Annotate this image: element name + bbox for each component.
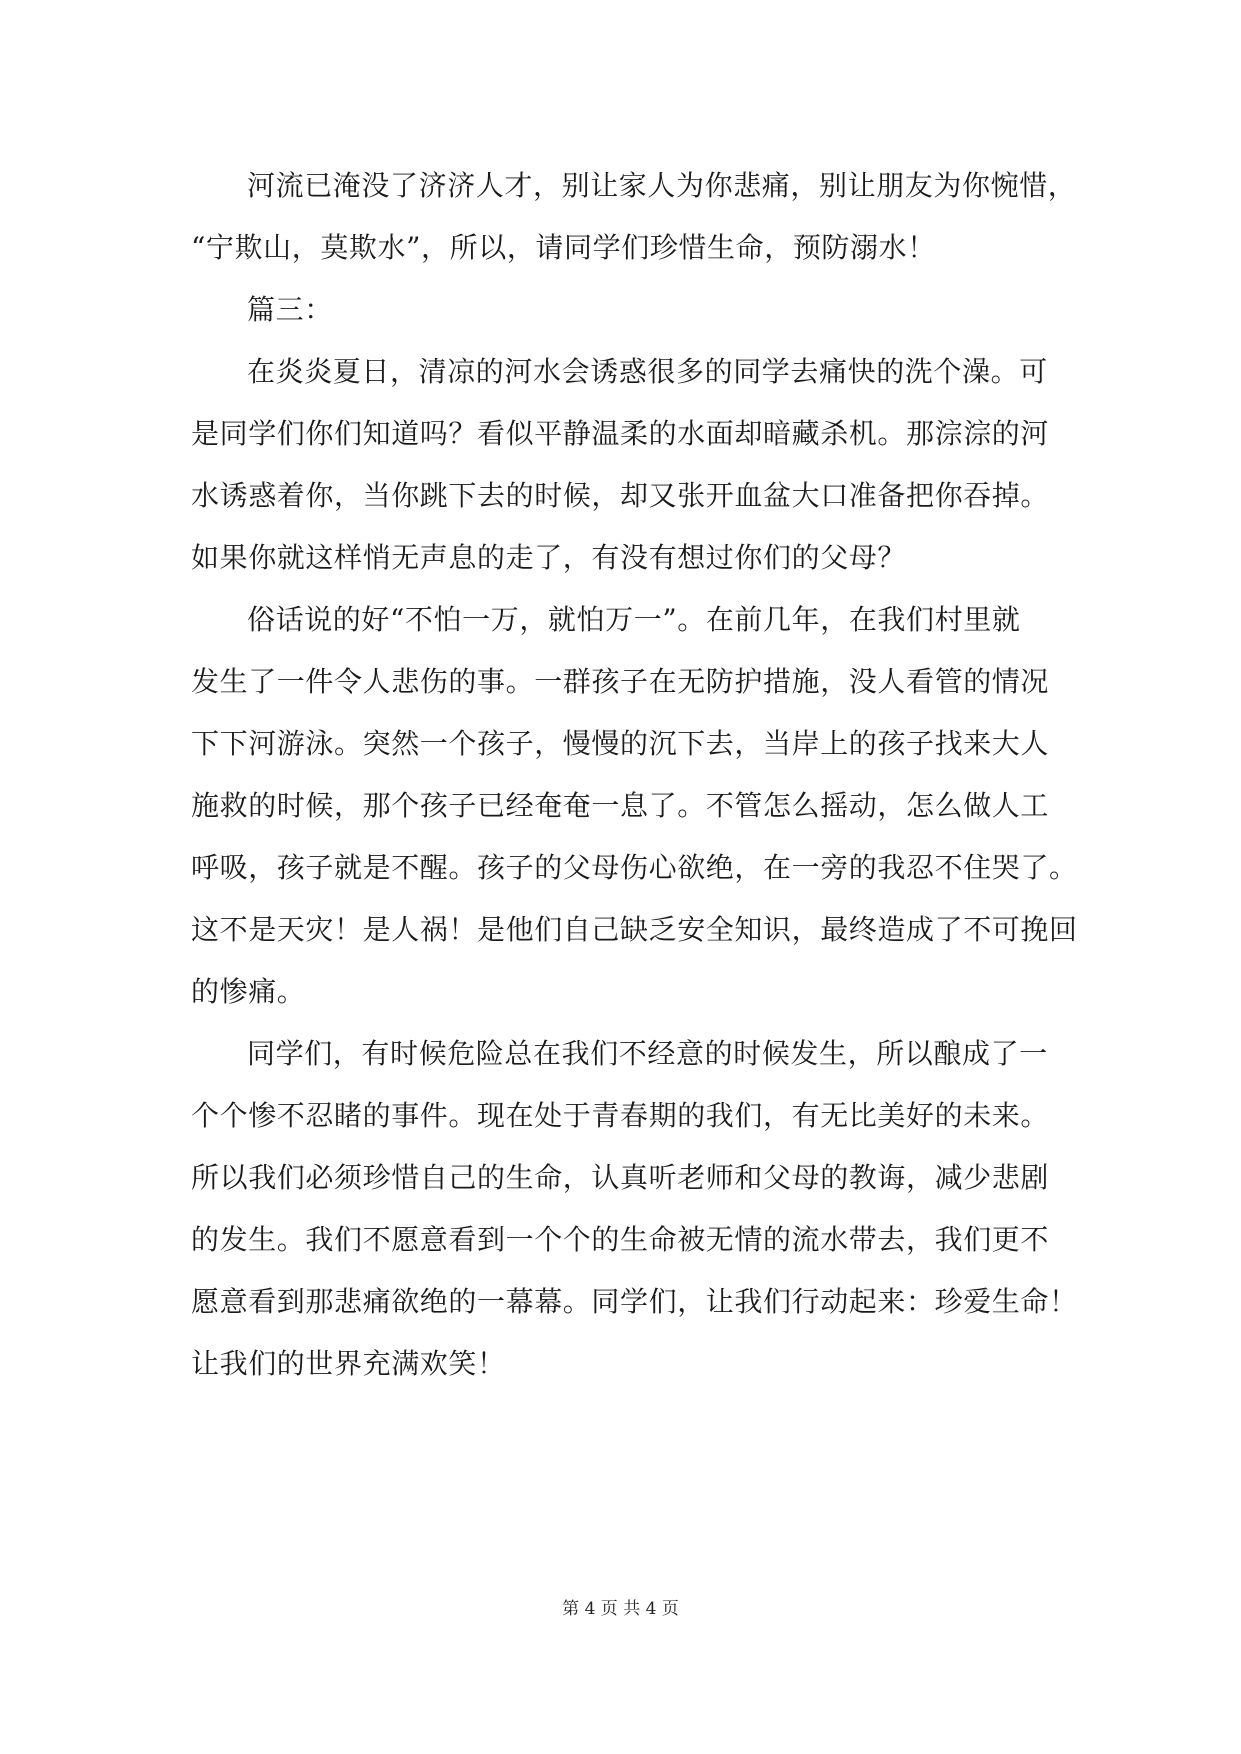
- text-line: 是同学们你们知道吗？看似平静温柔的水面却暗藏杀机。那淙淙的河: [191, 417, 1050, 450]
- text-line: 的惨痛。: [191, 975, 306, 1008]
- document-body: [191, 155, 1078, 1395]
- text-line: 俗话说的好“不怕一万，就怕万一”。在前几年，在我们村里就: [247, 603, 1021, 636]
- text-line: 所以我们必须珍惜自己的生命，认真听老师和父母的教诲，减少悲剧: [191, 1161, 1050, 1194]
- text-line: 愿意看到那悲痛欲绝的一幕幕。同学们，让我们行动起来：珍爱生命！: [191, 1285, 1078, 1318]
- text-line: 个个惨不忍睹的事件。现在处于青春期的我们，有无比美好的未来。: [191, 1099, 1050, 1132]
- text-line: 下下河游泳。突然一个孩子，慢慢的沉下去，当岸上的孩子找来大人: [191, 727, 1050, 760]
- page-number-footer: 第 4 页 共 4 页: [562, 1599, 679, 1619]
- text-line: 河流已淹没了济济人才，别让家人为你悲痛，别让朋友为你惋惜，: [247, 169, 1077, 202]
- text-line: “宁欺山，莫欺水”，所以，请同学们珍惜生命，预防溺水！: [191, 231, 936, 264]
- text-line: 如果你就这样悄无声息的走了，有没有想过你们的父母？: [191, 541, 907, 574]
- text-line: 的发生。我们不愿意看到一个个的生命被无情的流水带去，我们更不: [191, 1223, 1050, 1256]
- text-line: 同学们，有时候危险总在我们不经意的时候发生，所以酿成了一: [247, 1037, 1048, 1070]
- text-line: 这不是天灾！是人祸！是他们自己缺乏安全知识，最终造成了不可挽回: [191, 913, 1078, 946]
- text-line: 在炎炎夏日，清凉的河水会诱惑很多的同学去痛快的洗个澡。可: [247, 355, 1048, 388]
- text-line: 呼吸，孩子就是不醒。孩子的父母伤心欲绝，在一旁的我忍不住哭了。: [191, 851, 1078, 884]
- text-line: 发生了一件令人悲伤的事。一群孩子在无防护措施，没人看管的情况: [191, 665, 1050, 698]
- section-heading: 篇三：: [247, 293, 333, 326]
- text-line: 水诱惑着你，当你跳下去的时候，却又张开血盆大口准备把你吞掉。: [191, 479, 1050, 512]
- text-line: 让我们的世界充满欢笑！: [191, 1347, 506, 1380]
- text-line: 施救的时候，那个孩子已经奄奄一息了。不管怎么摇动，怎么做人工: [191, 789, 1050, 822]
